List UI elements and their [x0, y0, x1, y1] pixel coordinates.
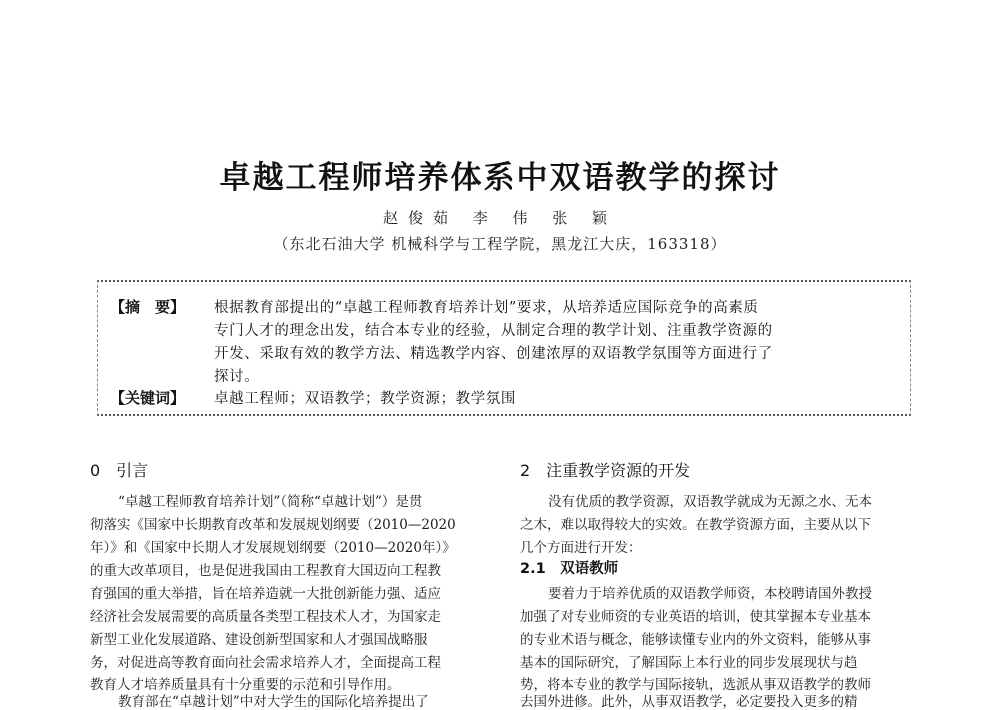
section-0-heading: 0 引言	[90, 461, 149, 480]
body-line: 势，将本专业的教学与国际接轨，选派从事双语教学的教师	[520, 677, 871, 693]
paper-authors: 赵俊茹 李 伟 张 颖	[382, 209, 618, 227]
body-line: 的专业术语与概念，能够读懂专业内的外文资料，能够从事	[520, 632, 871, 648]
body-line: 没有优质的教学资源，双语教学就成为无源之水、无本	[548, 494, 872, 510]
body-line: 之木，难以取得较大的实效。在教学资源方面，主要从以下	[520, 517, 871, 533]
body-line: 经济社会发展需要的高质量各类型工程技术人才，为国家走	[90, 609, 441, 625]
body-line: 的重大改革项目，也是促进我国由工程教育大国迈向工程教	[90, 563, 441, 579]
body-line: 基本的国际研究，了解国际上本行业的同步发展现状与趋	[520, 655, 858, 671]
section-2-1-heading: 2.1 双语教师	[520, 561, 619, 577]
abstract-line: 根据教育部提出的“卓越工程师教育培养计划”要求，从培养适应国际竞争的高素质	[214, 300, 759, 316]
body-line: 育强国的重大举措，旨在培养造就一大批创新能力强、适应	[90, 586, 441, 602]
body-line: 去国外进修。此外，从事双语教学，必定要投入更多的精	[520, 694, 858, 710]
paper-title: 卓越工程师培养体系中双语教学的探讨	[219, 160, 781, 196]
body-line: 加强了对专业师资的专业英语的培训，使其掌握本专业基本	[520, 609, 871, 625]
body-line: 教育部在“卓越计划”中对大学生的国际化培养提出了	[118, 694, 429, 710]
keywords-text: 卓越工程师；双语教学；教学资源；教学氛围	[214, 391, 516, 407]
body-line: 务，对促进高等教育面向社会需求培养人才，全面提高工程	[90, 655, 441, 671]
paper-affiliation: （东北石油大学 机械科学与工程学院，黑龙江大庆，163318）	[273, 235, 727, 253]
body-line: 教育人才培养质量具有十分重要的示范和引导作用。	[90, 677, 401, 693]
abstract-line: 开发、采取有效的教学方法、精选教学内容、创建浓厚的双语教学氛围等方面进行了	[214, 346, 773, 362]
keywords-label: 【关键词】	[110, 389, 186, 407]
body-line: 彻落实《国家中长期教育改革和发展规划纲要（2010—2020	[90, 517, 456, 533]
body-line: 新型工业化发展道路、建设创新型国家和人才强国战略服	[90, 632, 428, 648]
abstract-line: 专门人才的理念出发，结合本专业的经验，从制定合理的教学计划、注重教学资源的	[214, 323, 773, 339]
body-line: “卓越工程师教育培养计划”（简称“卓越计划”）是贯	[118, 494, 423, 510]
abstract-label: 【摘 要】	[110, 298, 186, 316]
section-2-heading: 2 注重教学资源的开发	[520, 461, 691, 480]
body-line: 年）》和《国家中长期人才发展规划纲要（2010—2020年）》	[90, 540, 456, 556]
body-line: 要着力于培养优质的双语教学师资，本校聘请国外教授	[548, 586, 872, 602]
abstract-line: 探讨。	[214, 369, 260, 385]
body-line: 几个方面进行开发：	[520, 540, 642, 556]
